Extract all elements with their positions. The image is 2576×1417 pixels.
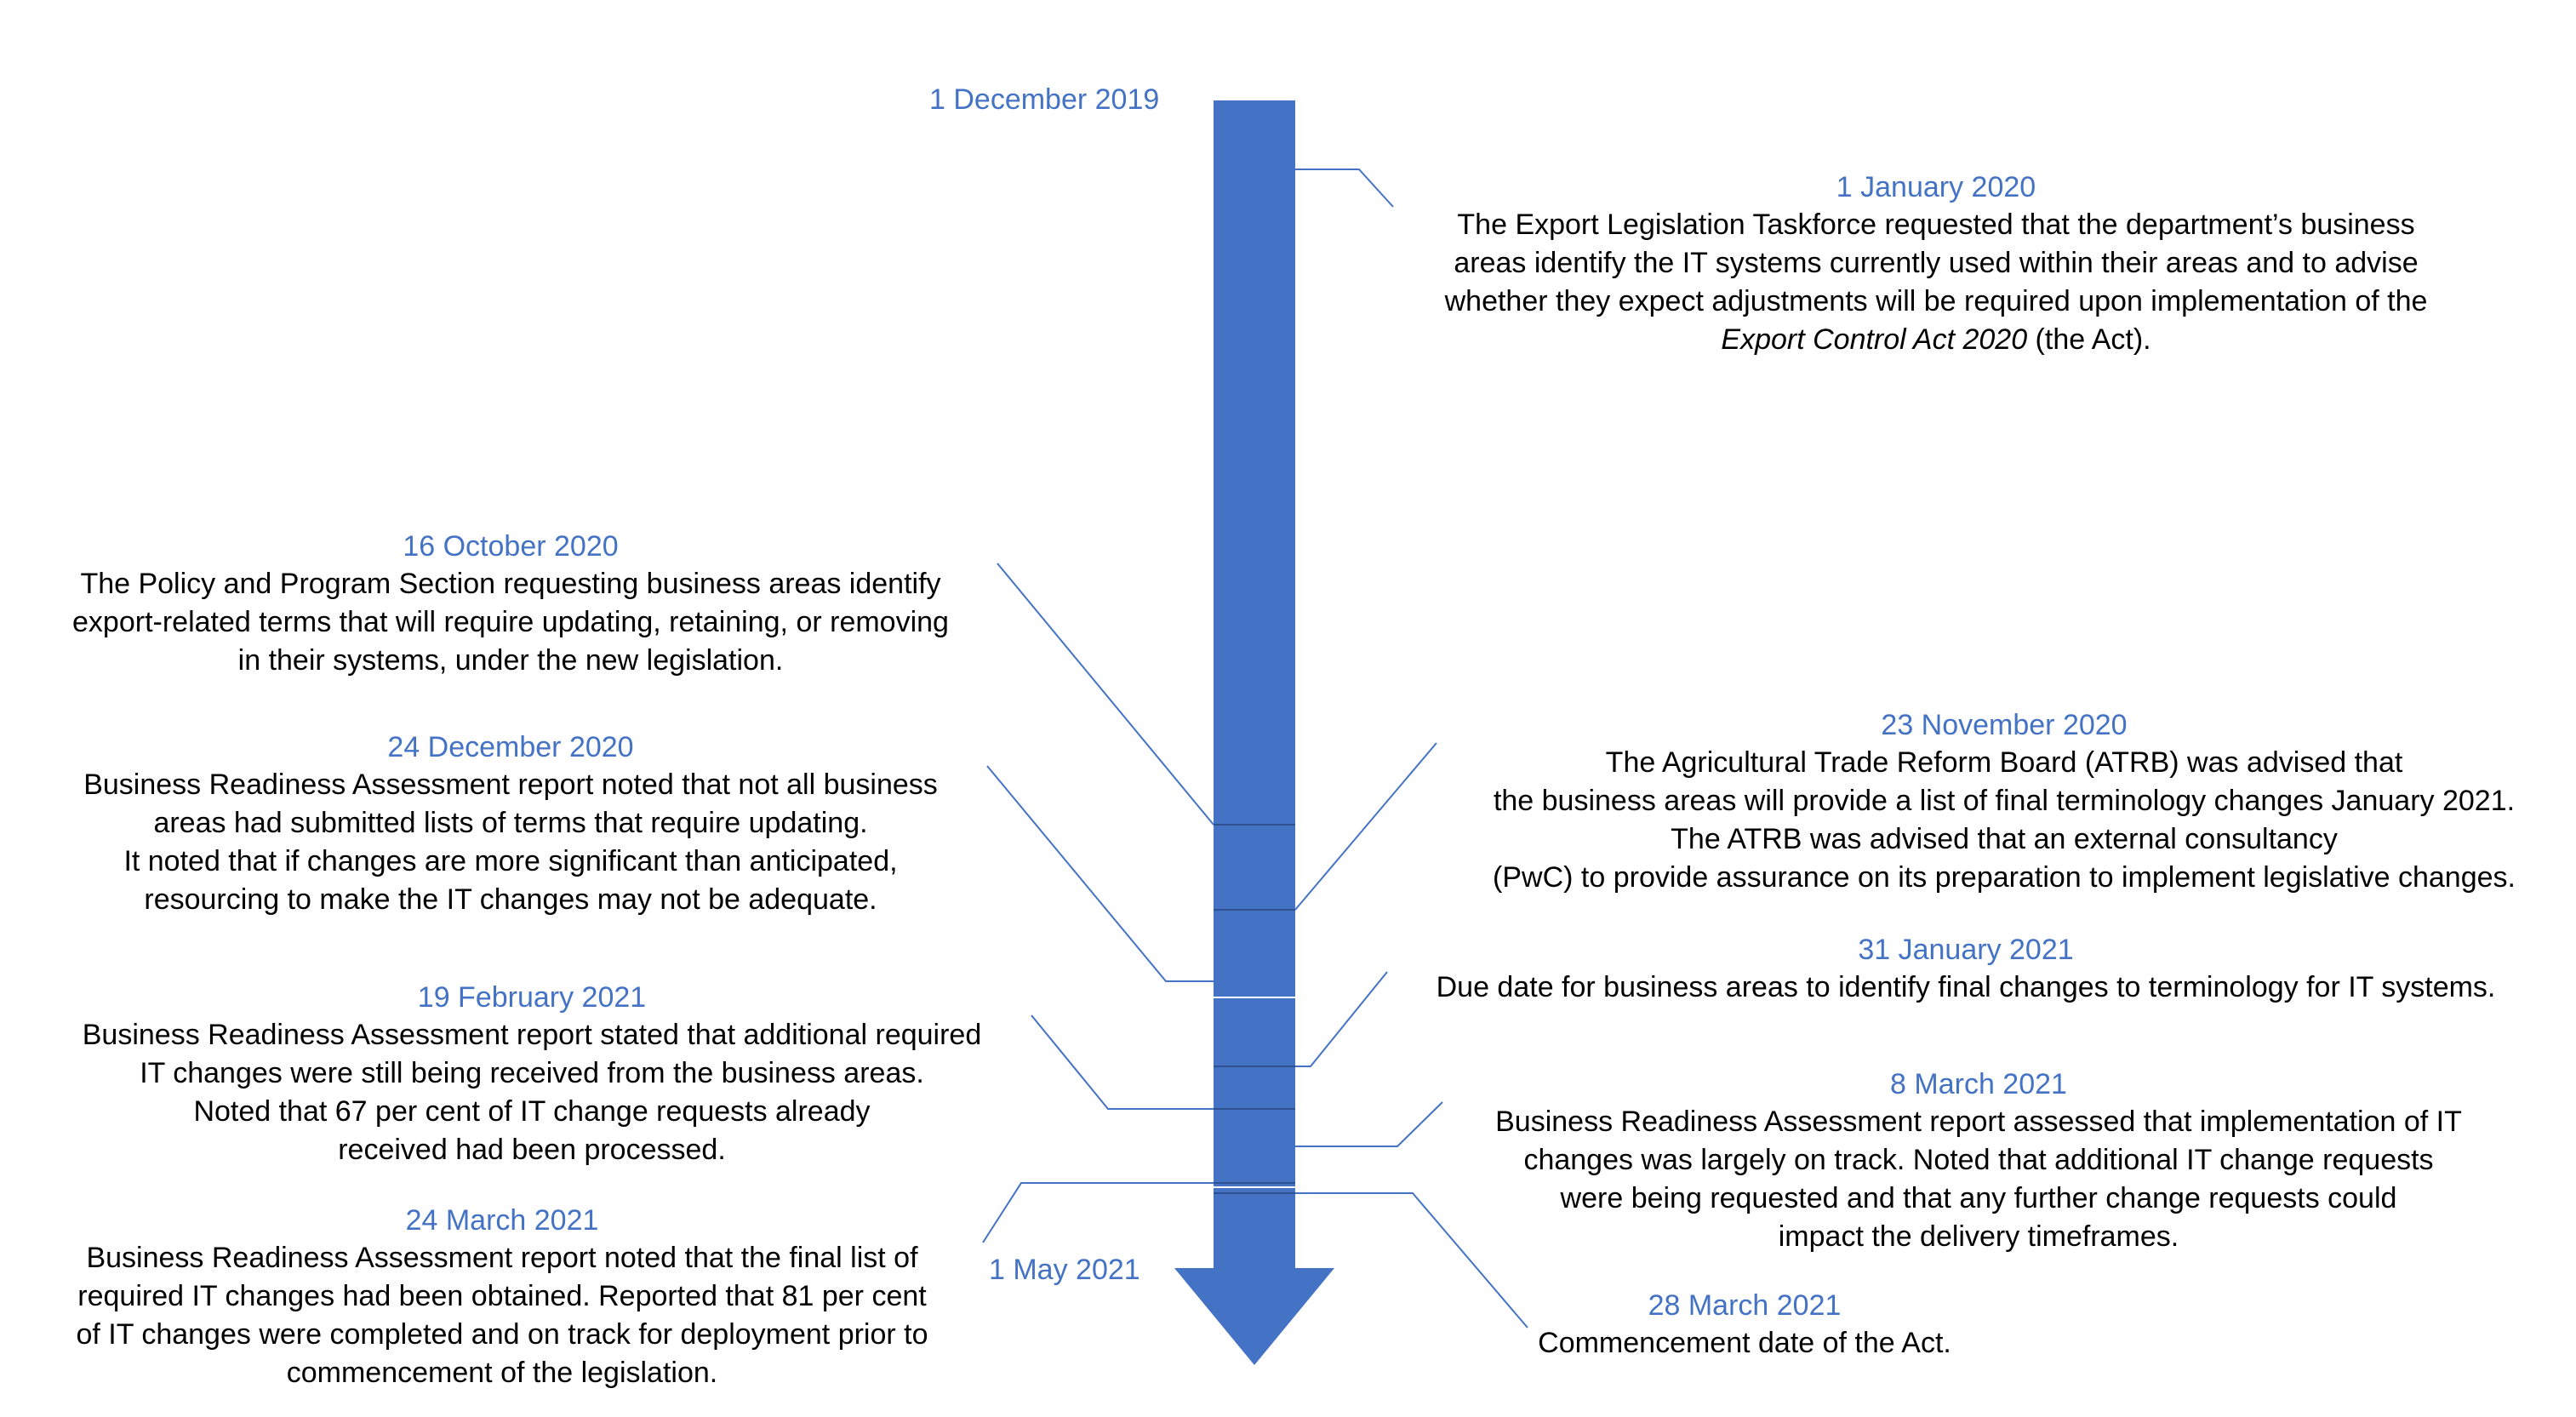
event-24-december-2020 [9, 728, 1013, 919]
event-8-march-2021 [1438, 1066, 2519, 1256]
event-description [9, 1239, 996, 1392]
timeline-arrow [1174, 100, 1334, 1365]
event-description [9, 766, 1013, 919]
event-24-march-2021 [9, 1202, 996, 1392]
event-description-line: The Policy and Program Section requesting business areas identify [80, 568, 941, 600]
event-23-november-2020 [1438, 706, 2570, 897]
event-19-february-2021 [17, 979, 1047, 1169]
event-description-line: impact the delivery timeframes. [1778, 1220, 2179, 1253]
event-description-line: It noted that if changes are more significant than anticipated, [123, 845, 898, 877]
event-description-line: Commencement date of the Act. [1538, 1327, 1951, 1359]
event-description [1438, 744, 2570, 897]
act-title-suffix: (the Act). [2027, 323, 2151, 356]
event-date: 28 March 2021 [1648, 1289, 1842, 1322]
event-date: 31 January 2021 [1858, 934, 2074, 966]
event-description-line: The ATRB was advised that an external consultancy [1671, 823, 2338, 855]
event-description-line: Business Readiness Assessment report stated that additional required [82, 1019, 982, 1051]
event-description-line: resourcing to make the IT changes may not be adequate. [144, 883, 877, 916]
event-description-line: areas identify the IT systems currently used within their areas and to advise [1454, 247, 2419, 279]
connector-19-february-2021 [1031, 1015, 1214, 1109]
event-description-line: changes was largely on track. Noted that additional IT change requests [1523, 1144, 2434, 1176]
event-28-march-2021 [1515, 1287, 1974, 1363]
event-date: 24 March 2021 [405, 1204, 599, 1237]
timeline-start-label: 1 December 2019 [929, 83, 1160, 116]
event-16-october-2020 [9, 528, 1013, 680]
event-description-line: whether they expect adjustments will be required upon implementation of the [1444, 285, 2428, 317]
event-description-line: export-related terms that will require updating, retaining, or removing [72, 606, 949, 638]
event-date: 16 October 2020 [403, 530, 619, 563]
event-description [1396, 206, 2476, 359]
event-description-line: in their systems, under the new legislation. [237, 644, 784, 677]
event-date: 8 March 2021 [1890, 1068, 2067, 1100]
event-description-line: were being requested and that any further change requests could [1560, 1182, 2397, 1214]
event-description [9, 565, 1013, 680]
event-description [1515, 1324, 1974, 1363]
event-description-line: of IT changes were completed and on track for deployment prior to [76, 1318, 928, 1351]
event-date: 24 December 2020 [387, 731, 634, 763]
event-date: 1 January 2020 [1836, 171, 2036, 203]
event-1-january-2020 [1396, 169, 2476, 359]
event-description-line [1396, 321, 2476, 359]
event-description-line: required IT changes had been obtained. Reported that 81 per cent [77, 1280, 927, 1312]
event-description-line: areas had submitted lists of terms that require updating. [153, 807, 868, 839]
event-description-line: The Agricultural Trade Reform Board (ATRB) was advised that [1605, 746, 2403, 779]
event-description-line: IT changes were still being received from the business areas. [140, 1057, 924, 1089]
connector-16-october-2020 [997, 563, 1214, 825]
event-description-line: commencement of the legislation. [286, 1357, 718, 1389]
connector-31-january-2021 [1295, 972, 1387, 1066]
event-description-line: the business areas will provide a list of final terminology changes January 2021. [1493, 785, 2516, 817]
event-description-line: received had been processed. [338, 1134, 726, 1166]
event-description-line: Business Readiness Assessment report noted that the final list of [86, 1242, 918, 1274]
act-title: Export Control Act 2020 [1721, 323, 2028, 356]
event-description-line: The Export Legislation Taskforce requested that the department’s business [1457, 209, 2415, 241]
event-date: 19 February 2021 [417, 981, 647, 1014]
event-description-line: Business Readiness Assessment report noted that not all business [83, 768, 938, 801]
event-description [1438, 1103, 2519, 1256]
timeline-end-label: 1 May 2021 [989, 1254, 1140, 1286]
event-description-line: Business Readiness Assessment report assessed that implementation of IT [1495, 1106, 2462, 1138]
event-description-line: (PwC) to provide assurance on its preparation to implement legislative changes. [1493, 861, 2516, 894]
connector-23-november-2020 [1295, 743, 1437, 910]
event-date: 23 November 2020 [1881, 709, 2128, 741]
event-description [17, 1016, 1047, 1169]
event-31-january-2021 [1387, 931, 2545, 1007]
connector-24-march-2021 [983, 1183, 1214, 1243]
event-description-line: Due date for business areas to identify final changes to terminology for IT systems. [1436, 971, 2496, 1003]
event-description-line: Noted that 67 per cent of IT change requests already [193, 1095, 871, 1128]
event-description [1387, 968, 2545, 1007]
